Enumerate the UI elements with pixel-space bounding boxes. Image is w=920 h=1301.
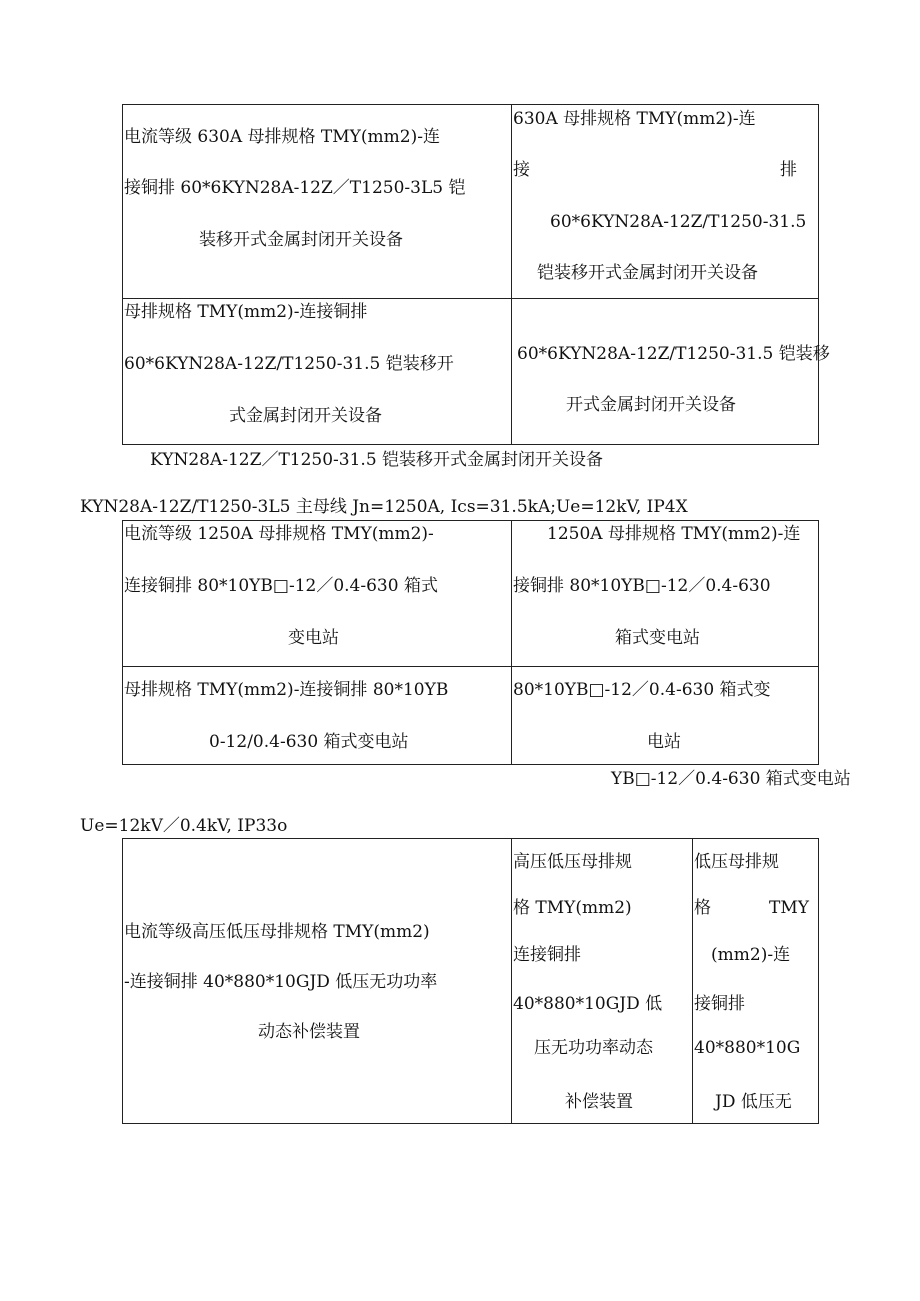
table-2-divider-h [122,666,819,667]
t2-r2c1-line1: 母排规格 TMY(mm2)-连接铜排 80*10YB [124,680,449,700]
t3-c1-line3: 动态补偿装置 [258,1022,360,1042]
t3-c3-line4: 接铜排 [694,994,745,1014]
t3-c3-line3: (mm2)-连 [711,945,791,965]
t3-c2-line5: 压无功功率动态 [534,1038,653,1058]
t2-r1c1-line2: 连接铜排 80*10YB□-12／0.4-630 箱式 [124,576,438,596]
t1-r2c1-line2: 60*6KYN28A-12Z/T1250-31.5 铠装移开 [124,354,454,374]
t2-r1c1-line3: 变电站 [288,628,339,648]
table-1-divider-h [122,298,819,299]
table-1-divider-v [511,104,512,445]
t1-r2c2-line1: 60*6KYN28A-12Z/T1250-31.5 铠装移 [517,344,830,364]
t3-c3-line1: 低压母排规 [694,852,779,872]
t1-r1c2-line3: 60*6KYN28A-12Z/T1250-31.5 [550,212,807,232]
t3-c3-line6: JD 低压无 [715,1092,792,1112]
t3-c3-line2b: TMY [769,898,809,918]
table-2-divider-v [511,520,512,765]
text-line-1: KYN28A-12Z／T1250-31.5 铠装移开式金属封闭开关设备 [150,450,604,470]
t1-r1c2-line2a: 接 [513,160,530,180]
t3-c2-line2: 格 TMY(mm2) [513,898,632,918]
t1-r1c1-line1: 电流等级 630A 母排规格 TMY(mm2)-连 [124,127,440,147]
t1-r1c1-line3: 装移开式金属封闭开关设备 [199,230,403,250]
t3-c2-line4: 40*880*10GJD 低 [513,994,663,1014]
t1-r2c1-line3: 式金属封闭开关设备 [229,406,382,426]
t3-c1-line1: 电流等级高压低压母排规格 TMY(mm2) [124,922,430,942]
table-3-divider-v2 [692,838,693,1124]
t2-r2c2-line1: 80*10YB□-12／0.4-630 箱式变 [513,680,771,700]
t3-c3-line5: 40*880*10G [694,1038,801,1058]
table-2 [122,520,819,765]
t2-r1c2-line1: 1250A 母排规格 TMY(mm2)-连 [547,524,801,544]
t1-r1c1-line2: 接铜排 60*6KYN28A-12Z／T1250-3L5 铠 [124,178,466,198]
t2-r2c2-line2: 电站 [647,732,681,752]
text-line-2: KYN28A-12Z/T1250-3L5 主母线 Jn=1250A, Ics=31.5kA;Ue=12kV, IP4X [80,497,688,517]
t1-r2c1-line1: 母排规格 TMY(mm2)-连接铜排 [124,302,368,322]
t2-r1c2-line2: 接铜排 80*10YB□-12／0.4-630 [513,576,771,596]
t1-r1c2-line1: 630A 母排规格 TMY(mm2)-连 [513,109,756,129]
t3-c2-line3: 连接铜排 [513,945,581,965]
t2-r2c1-line2: 0-12/0.4-630 箱式变电站 [209,732,409,752]
t3-c1-line2: -连接铜排 40*880*10GJD 低压无功功率 [124,972,438,992]
text-line-4: Ue=12kV／0.4kV, IP33o [80,816,288,836]
table-3-divider-v1 [511,838,512,1124]
t1-r1c2-line4: 铠装移开式金属封闭开关设备 [537,263,758,283]
t3-c2-line6: 补偿装置 [565,1092,633,1112]
t3-c3-line2a: 格 [694,898,711,918]
t2-r1c2-line3: 箱式变电站 [615,628,700,648]
t3-c2-line1: 高压低压母排规 [513,852,632,872]
t2-r1c1-line1: 电流等级 1250A 母排规格 TMY(mm2)- [124,524,434,544]
t1-r2c2-line2: 开式金属封闭开关设备 [566,395,736,415]
t1-r1c2-line2b: 排 [780,160,797,180]
text-line-3: YB□-12／0.4-630 箱式变电站 [611,769,851,789]
